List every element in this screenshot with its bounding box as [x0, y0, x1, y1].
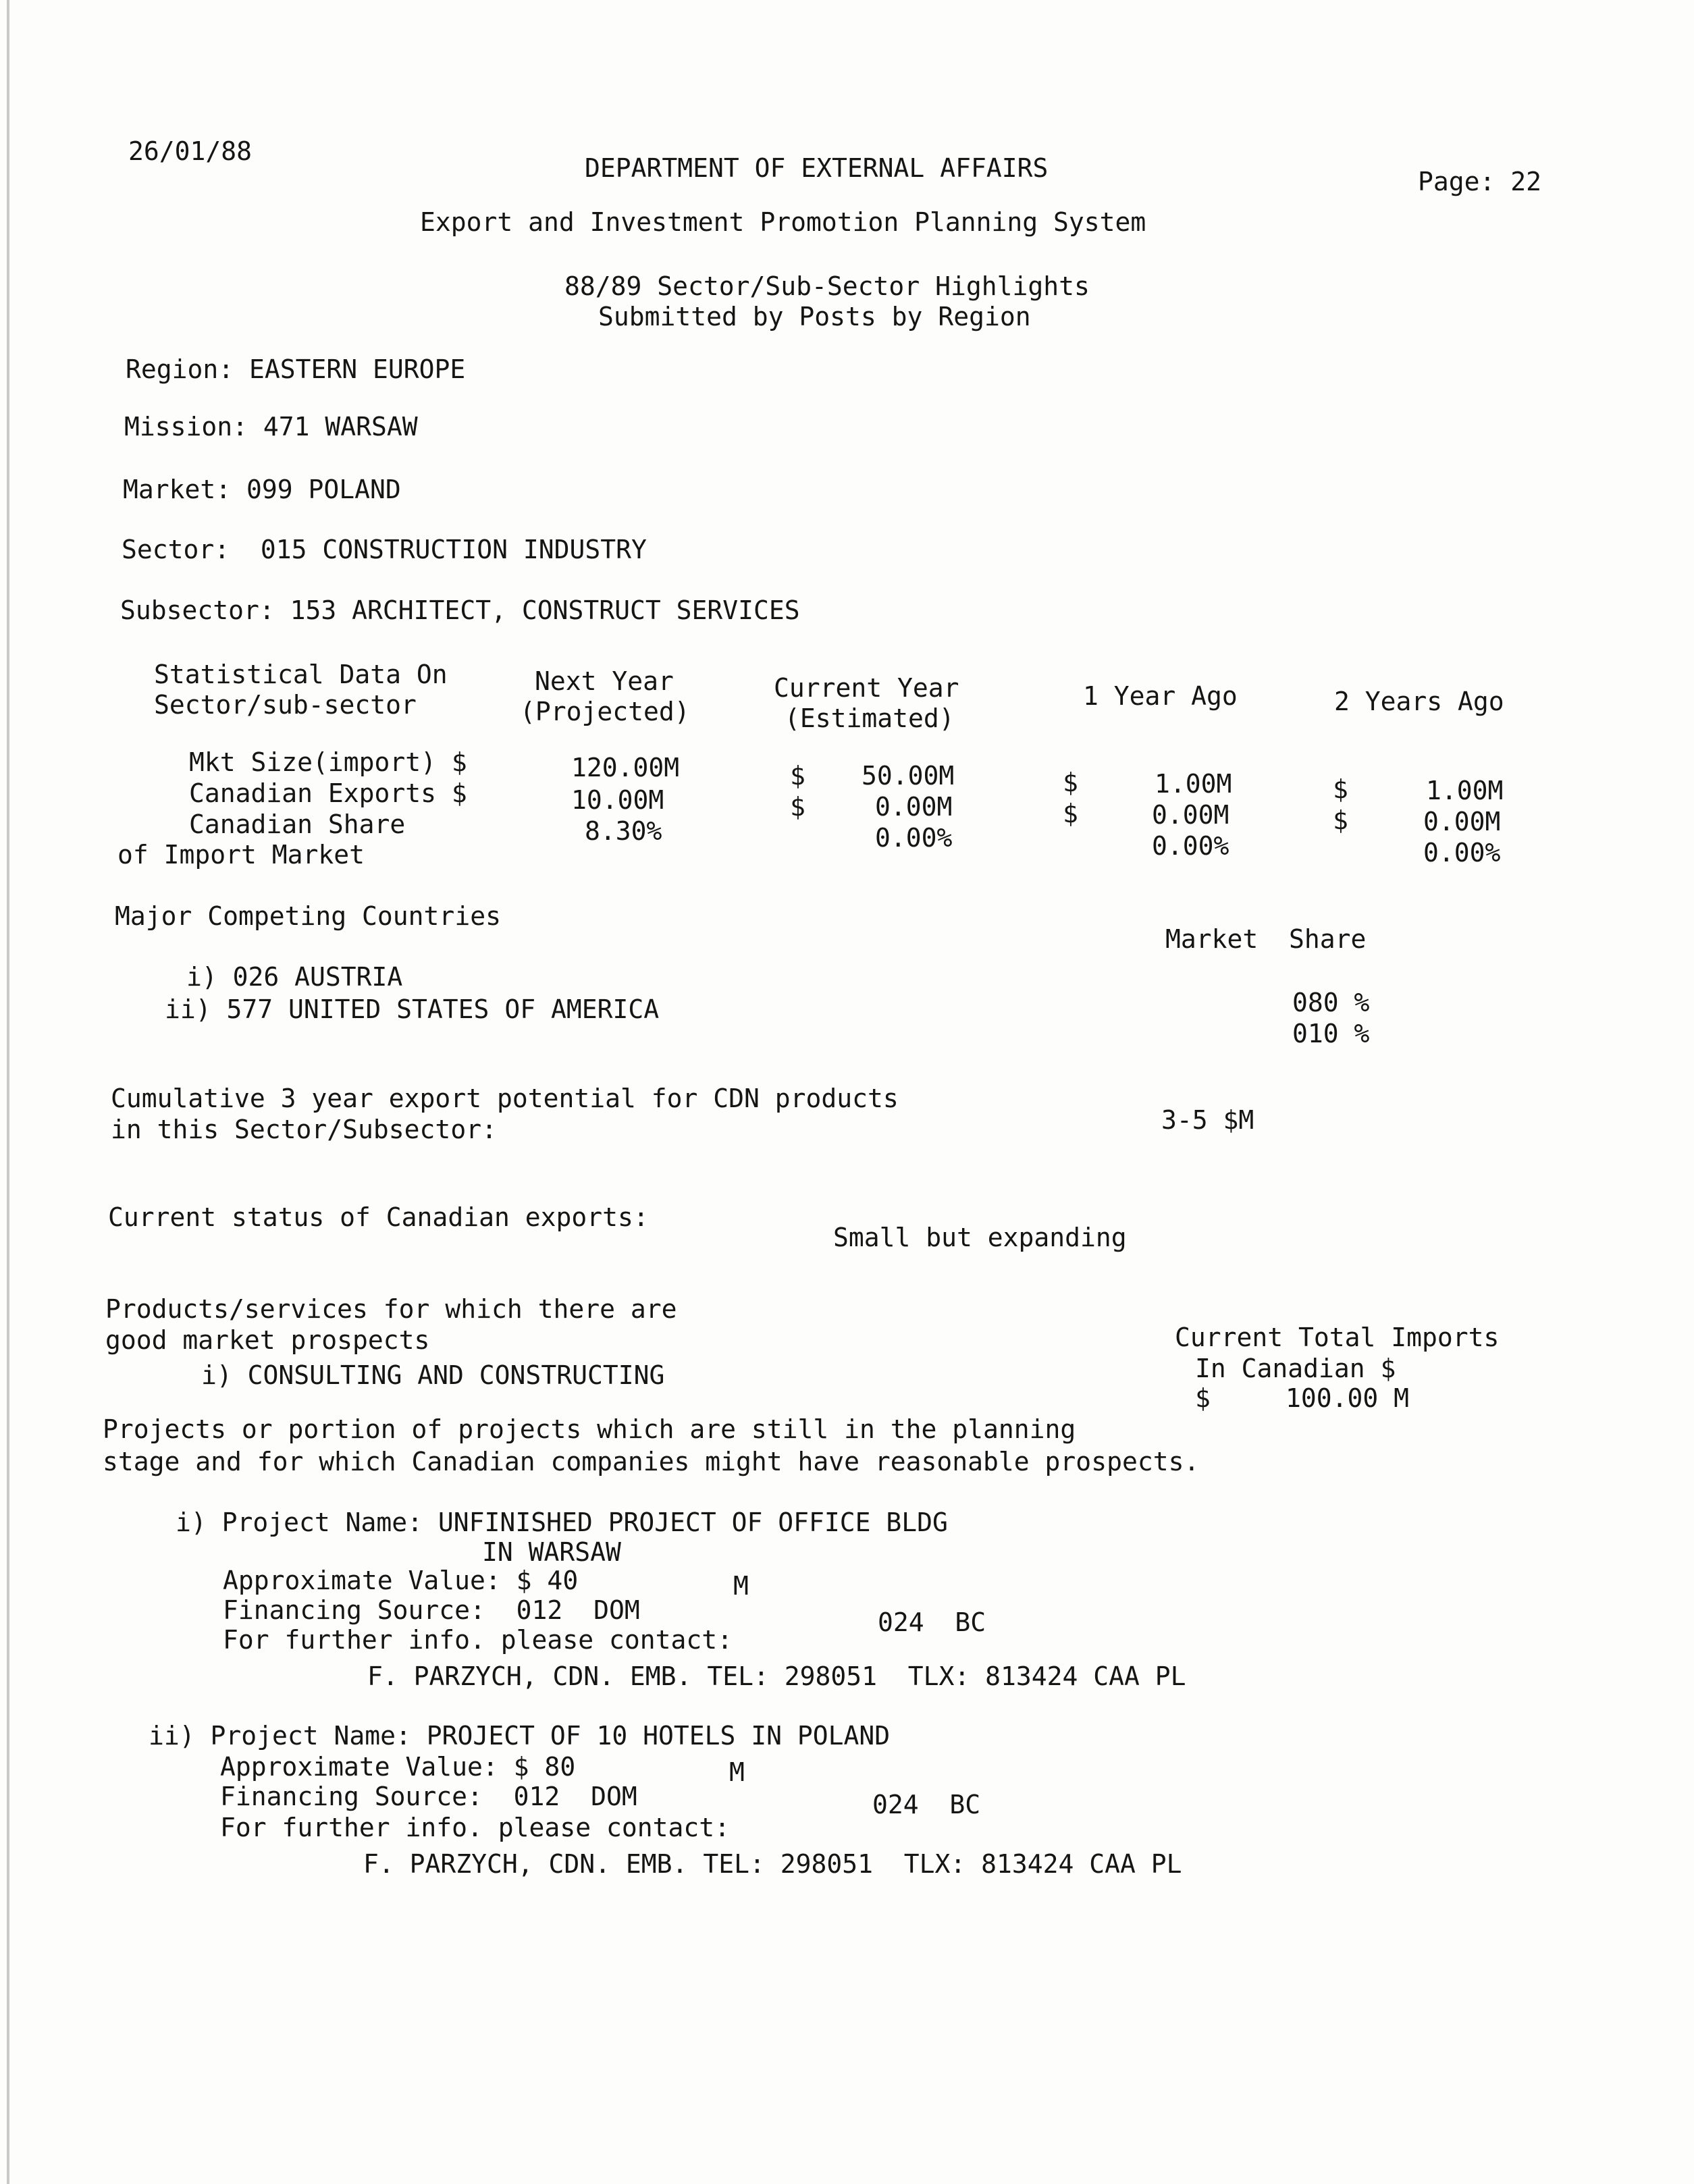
- subsector-field: Subsector: 153 ARCHITECT, CONSTRUCT SERVICES: [120, 595, 800, 625]
- sector-field: Sector: 015 CONSTRUCTION INDUSTRY: [122, 535, 647, 564]
- col-current-year: Current Year: [774, 673, 959, 703]
- exp-next-year: 10.00M: [571, 785, 664, 815]
- product-item: i) CONSULTING AND CONSTRUCTING: [201, 1360, 665, 1390]
- exp-1ago-currency: $: [1063, 799, 1078, 828]
- region-field: Region: EASTERN EUROPE: [126, 354, 466, 384]
- share-2-years-ago: 0.00%: [1423, 838, 1501, 868]
- row-cdn-share-label: Canadian Share: [189, 809, 406, 839]
- products-line1: Products/services for which there are: [105, 1294, 677, 1324]
- exp-1-year-ago: 0.00M: [1152, 800, 1229, 830]
- mkt-current-currency: $: [790, 761, 805, 791]
- potential-line1: Cumulative 3 year export potential for CDN products: [111, 1084, 899, 1113]
- col-next-year: Next Year: [535, 666, 674, 696]
- project-financing: Financing Source: 012 DOM: [223, 1595, 640, 1625]
- imports-label-2: In Canadian $: [1195, 1354, 1396, 1383]
- project-value: Approximate Value: $ 80: [220, 1752, 576, 1782]
- project-financing: Financing Source: 012 DOM: [220, 1782, 637, 1811]
- project-value-unit: M: [729, 1757, 745, 1787]
- row-mkt-size-label: Mkt Size(import) $: [189, 747, 467, 777]
- exp-2ago-currency: $: [1333, 805, 1348, 835]
- mkt-next-year: 120.00M: [571, 753, 680, 782]
- stats-label-line2: Sector/sub-sector: [154, 690, 417, 720]
- col-2-years-ago: 2 Years Ago: [1334, 687, 1504, 716]
- report-subtitle: Submitted by Posts by Region: [598, 302, 1031, 331]
- competitor-share: 010 %: [1292, 1019, 1370, 1048]
- share-1-year-ago: 0.00%: [1152, 831, 1229, 861]
- mission-field: Mission: 471 WARSAW: [124, 412, 418, 442]
- exp-current-year: 0.00M: [875, 792, 953, 822]
- market-field: Market: 099 POLAND: [123, 475, 401, 504]
- project-financing-2: 024 BC: [872, 1790, 981, 1819]
- share-next-year: 8.30%: [585, 816, 662, 846]
- project-contact-label: For further info. please contact:: [223, 1625, 733, 1655]
- competitor-item: i) 026 AUSTRIA: [186, 962, 403, 992]
- project-contact: F. PARZYCH, CDN. EMB. TEL: 298051 TLX: 813424 CAA PL: [363, 1849, 1182, 1879]
- competitors-heading: Major Competing Countries: [115, 901, 501, 931]
- project-value: Approximate Value: $ 40: [223, 1566, 579, 1595]
- report-title: 88/89 Sector/Sub-Sector Highlights: [564, 271, 1090, 301]
- status-value: Small but expanding: [833, 1223, 1127, 1252]
- imports-currency: $: [1195, 1383, 1211, 1413]
- competitor-share: 080 %: [1292, 988, 1370, 1017]
- col-1-year-ago: 1 Year Ago: [1083, 681, 1238, 711]
- status-label: Current status of Canadian exports:: [108, 1202, 649, 1232]
- mkt-1-year-ago: 1.00M: [1155, 769, 1232, 799]
- products-line2: good market prospects: [105, 1325, 430, 1355]
- potential-line2: in this Sector/Subsector:: [111, 1115, 497, 1144]
- col-current-year-sub: (Estimated): [785, 703, 955, 733]
- competitor-item: ii) 577 UNITED STATES OF AMERICA: [165, 994, 660, 1024]
- mkt-current-year: 50.00M: [862, 761, 955, 791]
- projects-intro-line2: stage and for which Canadian companies might have reasonable prospects.: [103, 1447, 1200, 1476]
- mkt-2-years-ago: 1.00M: [1426, 776, 1504, 805]
- imports-label-1: Current Total Imports: [1175, 1323, 1500, 1352]
- page-edge-line: [7, 0, 9, 2184]
- col-next-year-sub: (Projected): [520, 697, 690, 726]
- page-number: Page: 22: [1418, 167, 1542, 196]
- project-name: i) Project Name: UNFINISHED PROJECT OF OFFICE BLDG: [176, 1508, 948, 1537]
- row-cdn-share-label-2: of Import Market: [117, 840, 365, 870]
- project-name: ii) Project Name: PROJECT OF 10 HOTELS IN POLAND: [149, 1721, 891, 1751]
- mkt-1ago-currency: $: [1063, 768, 1078, 797]
- project-value-unit: M: [733, 1571, 749, 1601]
- potential-value: 3-5 $M: [1161, 1105, 1254, 1135]
- stats-label-line1: Statistical Data On: [154, 660, 448, 689]
- project-financing-2: 024 BC: [878, 1607, 986, 1637]
- mkt-2ago-currency: $: [1333, 774, 1348, 804]
- department-title: DEPARTMENT OF EXTERNAL AFFAIRS: [585, 153, 1049, 183]
- imports-value: 100.00 M: [1286, 1383, 1410, 1413]
- system-title: Export and Investment Promotion Planning System: [420, 207, 1146, 237]
- market-share-heading: Market Share: [1165, 924, 1367, 954]
- projects-intro-line1: Projects or portion of projects which are still in the planning: [103, 1414, 1076, 1444]
- exp-2-years-ago: 0.00M: [1423, 807, 1501, 836]
- row-cdn-exports-label: Canadian Exports $: [189, 778, 467, 808]
- project-contact: F. PARZYCH, CDN. EMB. TEL: 298051 TLX: 813424 CAA PL: [367, 1661, 1186, 1691]
- project-name-line2: IN WARSAW: [482, 1537, 621, 1567]
- report-date: 26/01/88: [128, 136, 253, 166]
- share-current-year: 0.00%: [875, 823, 953, 853]
- project-contact-label: For further info. please contact:: [220, 1813, 730, 1842]
- exp-current-currency: $: [790, 792, 805, 822]
